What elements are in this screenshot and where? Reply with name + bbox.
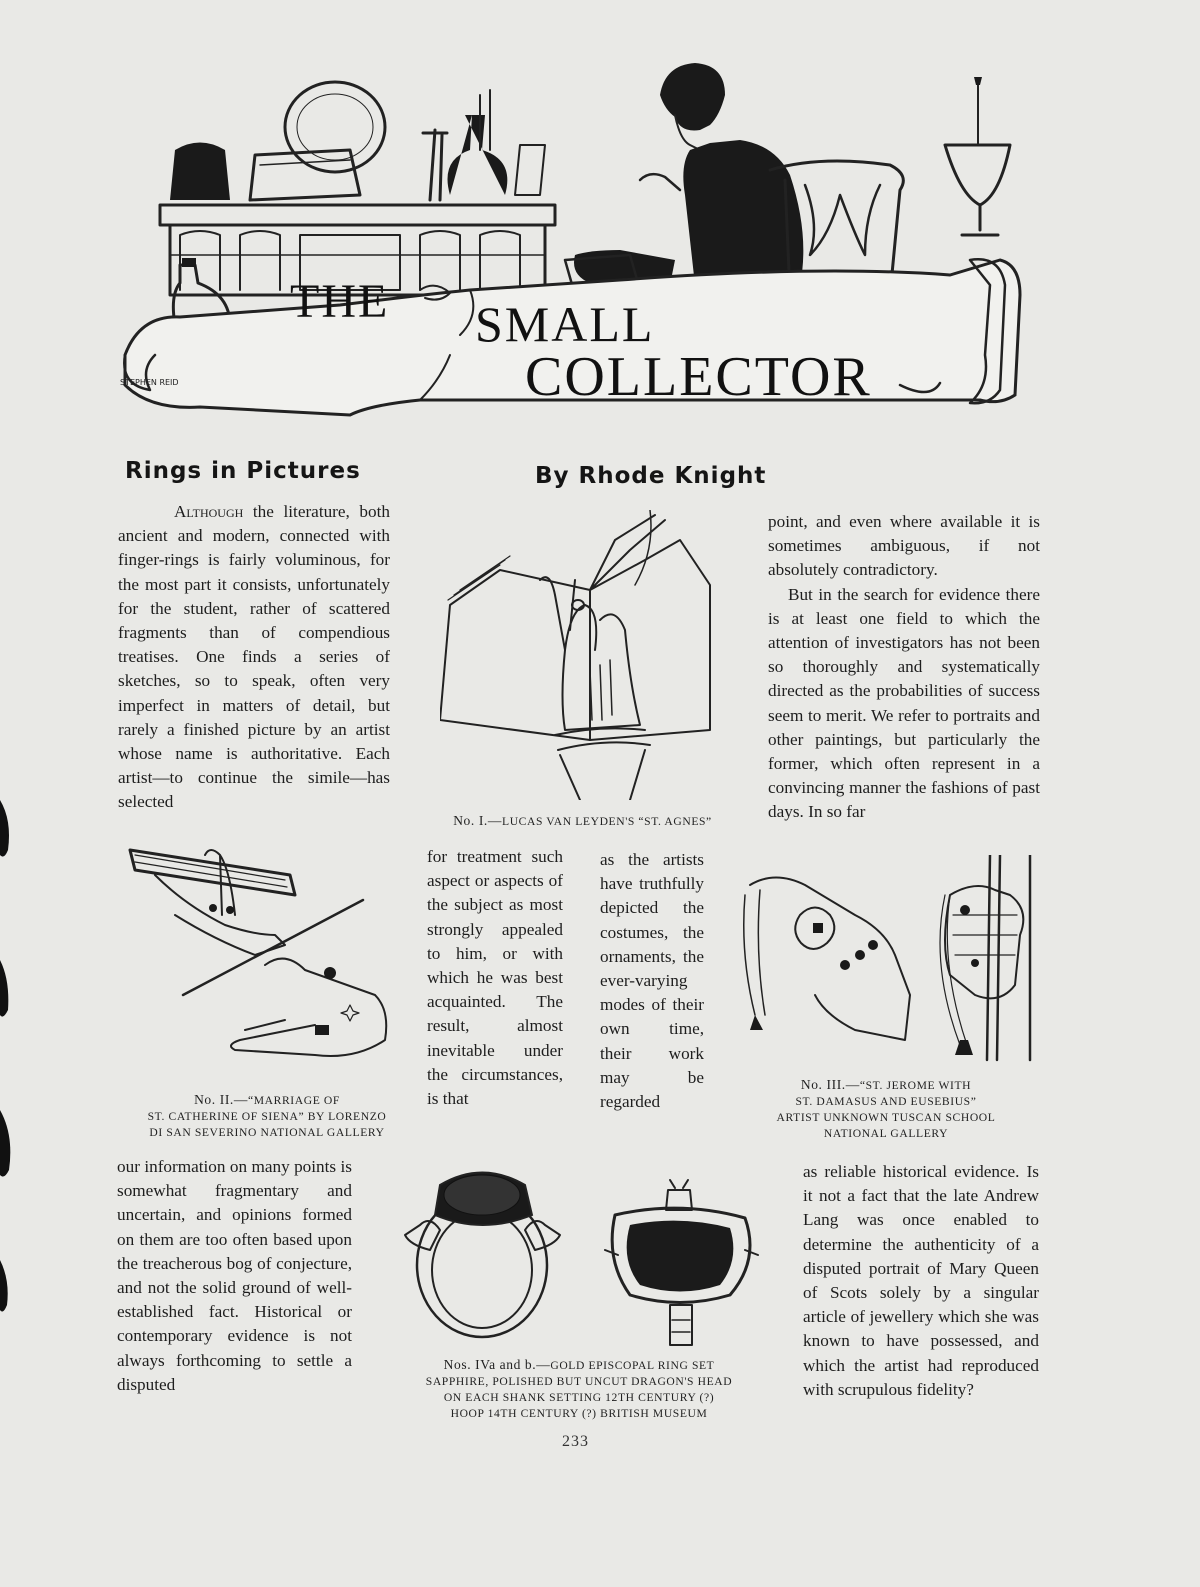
masthead-small: SMALL xyxy=(475,296,655,352)
masthead-collector: COLLECTOR xyxy=(525,346,872,408)
ribbon-banner xyxy=(120,259,1020,415)
figure-3-drawing xyxy=(735,855,1035,1065)
masthead-illustration xyxy=(120,55,1055,425)
paragraph-search: But in the search for evidence there is at least one field to which the attention of investigators has not been so thoroughly and systematically directed as the probabilities of success seem to merit. We refer to portraits and other paintings, but particularly the former, which often represent in a convincing manner the fashions of past days. In so far xyxy=(768,584,1040,822)
woman-reader-drawing xyxy=(565,63,803,295)
figure-2-drawing xyxy=(125,845,395,1085)
column-left-top xyxy=(118,500,390,815)
goblet-drawing xyxy=(945,77,1010,235)
figure-1-drawing xyxy=(440,510,730,800)
caption-figure-4: Nos. IVa and b.—GOLD EPISCOPAL RING SET SAPPHIRE, POLISHED BUT UNCUT DRAGON'S HEAD ON EACH SHANK SETTING 12TH CENTURY (?) HOOP 14TH CENTURY (?) BRITISH MUSEUM xyxy=(425,1357,733,1420)
paragraph-point: point, and even where available it is sometimes ambiguous, if not absolutely contradictory. xyxy=(768,512,1040,580)
cabinet-drawing xyxy=(160,82,555,295)
caption-figure-2: No. II.—“MARRIAGE OF ST. CATHERINE OF SIENA” BY LORENZO DI SAN SEVERINO NATIONAL GALLERY xyxy=(147,1092,387,1139)
paragraph-information: our information on many points is somewhat fragmentary and uncertain, and opinions formed on them are too often based upon the treacherous bog of conjecture, and not the solid ground of well-established fact. Historical or contemporary evidence is not always forthcoming to settle a disputed xyxy=(117,1157,352,1394)
paragraph-evidence: as reliable historical evidence. Is it not a fact that the late Andrew Lang was once enabled to determine the authenticity of a disputed portrait of Mary Queen of Scots solely by a singular article of jewellery which she was known to have possessed, and which the artist had reproduced with scrupulous fidelity? xyxy=(803,1162,1039,1399)
paragraph-intro: the literature, both ancient and modern, connected with finger-rings is fairly voluminous, for the most part it consists, unfortunately for the student, rather of scattered fragments than of compendious treatises. One finds a series of sketches, so to speak, often very imperfect in matters of detail, but rarely a finished picture by an artist whose name is authoritative. Each artist—to continue the simile—has selected xyxy=(118,502,390,812)
article-byline: By Rhode Knight xyxy=(535,463,767,489)
binding-edge-marks xyxy=(0,780,20,1340)
column-right-bottom xyxy=(803,1160,1039,1402)
caption-figure-1: No. I.—LUCAS VAN LEYDEN'S “ST. AGNES” xyxy=(453,813,712,828)
artist-signature: STEPHEN REID xyxy=(120,378,179,387)
page-number: 233 xyxy=(562,1433,589,1450)
paragraph-artists: as the artists have truthfully depicted the costumes, the ornaments, the ever-varying modes of their own time, their work may be regarded xyxy=(600,850,704,1112)
column-middle-right xyxy=(600,848,704,1114)
column-right-top xyxy=(768,510,1040,825)
figure-4-drawing xyxy=(400,1160,770,1355)
dropcap-word: Although xyxy=(174,502,244,521)
article-title: Rings in Pictures xyxy=(125,458,361,484)
caption-figure-3: No. III.—“ST. JEROME WITH ST. DAMASUS AND EUSEBIUS” ARTIST UNKNOWN TUSCAN SCHOOL NATIONAL GALLERY xyxy=(776,1077,996,1140)
column-middle-left xyxy=(427,845,563,1111)
masthead-the: THE xyxy=(290,275,390,328)
column-left-bottom xyxy=(117,1155,352,1397)
paragraph-treatment: for treatment such aspect or aspects of the subject as most strongly appealed to him, or with which he was best acquainted. The result, almost inevitable under the circumstances, is that xyxy=(427,847,563,1109)
